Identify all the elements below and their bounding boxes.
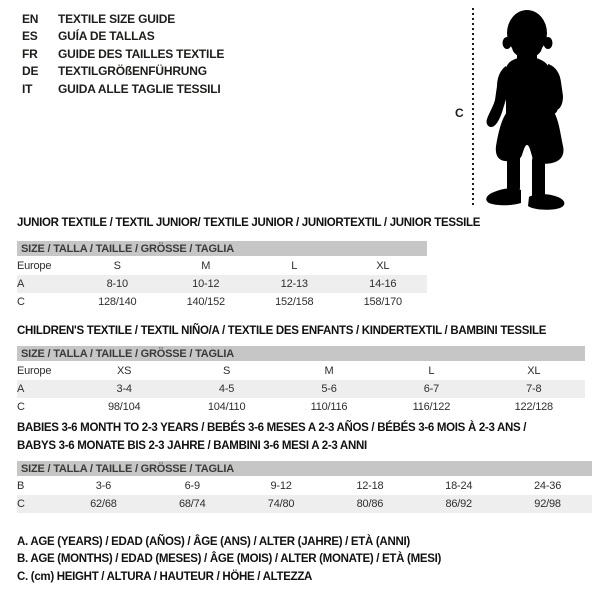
table-row bbox=[17, 293, 427, 311]
language-item-fr bbox=[22, 46, 224, 63]
size-value: 116/122 bbox=[412, 401, 451, 413]
footnotes bbox=[17, 534, 441, 586]
language-item-en bbox=[22, 11, 224, 28]
language-title: GUIDE DES TAILLES TEXTILE bbox=[58, 46, 225, 61]
table-title-junior bbox=[17, 215, 480, 233]
torso bbox=[506, 57, 552, 118]
size-header-row bbox=[17, 346, 585, 362]
size-value: 9-12 bbox=[270, 480, 292, 492]
toddler-silhouette bbox=[470, 0, 600, 215]
size-value: 8-10 bbox=[73, 275, 162, 293]
size-value: 158/170 bbox=[363, 296, 402, 308]
row-label: C bbox=[17, 296, 25, 308]
language-item-it bbox=[22, 81, 224, 98]
row-label: B bbox=[17, 480, 25, 492]
table-row bbox=[17, 275, 427, 293]
size-header-bar: SIZE / TALLA / TAILLE / GRÖSSE / TAGLIA bbox=[17, 461, 592, 477]
size-table-junior bbox=[17, 241, 427, 311]
size-value: S bbox=[223, 365, 231, 377]
size-header-bar: SIZE / TALLA / TAILLE / GRÖSSE / TAGLIA bbox=[17, 346, 585, 362]
language-title: TEXTILGRÖßENFÜHRUNG bbox=[58, 64, 207, 79]
size-value: 140/152 bbox=[186, 296, 225, 308]
language-item-de bbox=[22, 63, 224, 80]
size-value: XS bbox=[117, 365, 132, 377]
table-body bbox=[17, 241, 427, 311]
table-body bbox=[17, 346, 585, 416]
height-c-label: C bbox=[455, 106, 464, 120]
row-label: Europe bbox=[17, 260, 52, 272]
language-code: ES bbox=[22, 29, 38, 44]
table-row bbox=[17, 477, 592, 496]
size-value: 110/116 bbox=[310, 401, 348, 413]
row-label: Europe bbox=[17, 365, 52, 377]
size-value: 122/128 bbox=[514, 401, 553, 413]
size-value: 92/98 bbox=[503, 495, 592, 513]
language-title: TEXTILE SIZE GUIDE bbox=[58, 12, 176, 26]
footnote-b: B. AGE (MONTHS) / EDAD (MESES) / ÂGE (MOIS) / ALTER (MONATE) / ETÀ (MESI) bbox=[17, 553, 442, 566]
left-foot bbox=[486, 188, 521, 205]
footnote-a: A. AGE (YEARS) / EDAD (AÑOS) / ÂGE (ANS) / ALTER (JAHRE) / ETÀ (ANNI) bbox=[17, 536, 410, 548]
language-title: GUIDA ALLE TAGLIE TESSILI bbox=[58, 81, 221, 96]
size-value: 10-12 bbox=[162, 275, 251, 293]
toddler-body-shapes bbox=[486, 10, 564, 210]
size-value: 68/74 bbox=[148, 495, 237, 513]
language-code: DE bbox=[22, 64, 39, 79]
row-label: C bbox=[17, 401, 25, 413]
table-title-children bbox=[17, 323, 546, 341]
size-value: 86/92 bbox=[414, 495, 503, 513]
size-value: M bbox=[324, 365, 334, 377]
size-value: 5-6 bbox=[278, 380, 380, 398]
size-value: 24-36 bbox=[534, 480, 562, 492]
size-value: 7-8 bbox=[483, 380, 585, 398]
size-value: 14-16 bbox=[339, 275, 428, 293]
size-value: M bbox=[201, 260, 211, 272]
right-hand bbox=[548, 100, 558, 114]
row-label: A bbox=[17, 380, 73, 398]
language-code: EN bbox=[22, 12, 39, 26]
table-title-line: BABYS 3-6 MONATE BIS 2-3 JAHRE / BAMBINI 3-6 MESI A 2-3 ANNI bbox=[17, 439, 367, 452]
table-row bbox=[17, 257, 427, 276]
size-value: S bbox=[113, 260, 121, 272]
size-value: 152/158 bbox=[275, 296, 314, 308]
size-value: 128/140 bbox=[98, 296, 137, 308]
table-title-line: JUNIOR TEXTILE / TEXTIL JUNIOR/ TEXTILE JUNIOR / JUNIORTEXTIL / JUNIOR TESSILE bbox=[17, 217, 481, 229]
right-foot bbox=[528, 194, 564, 210]
table-body bbox=[17, 461, 592, 513]
size-header-bar: SIZE / TALLA / TAILLE / GRÖSSE / TAGLIA bbox=[17, 241, 427, 257]
size-value: L bbox=[291, 260, 298, 272]
table-row bbox=[17, 495, 592, 513]
size-table-children bbox=[17, 346, 585, 416]
table-title-line: BABIES 3-6 MONTH TO 2-3 YEARS / BEBÉS 3-6 MESES A 2-3 AÑOS / BÉBÉS 3-6 MOIS À 2-3 ANS / bbox=[17, 422, 527, 434]
size-value: 4-5 bbox=[175, 380, 277, 398]
language-code: IT bbox=[22, 81, 33, 96]
size-value: L bbox=[428, 365, 435, 377]
size-value: 62/68 bbox=[59, 495, 148, 513]
size-value: 3-4 bbox=[73, 380, 175, 398]
row-label: C bbox=[17, 495, 59, 513]
size-value: 6-7 bbox=[380, 380, 482, 398]
size-value: 104/110 bbox=[207, 401, 246, 413]
size-value: 80/86 bbox=[325, 495, 414, 513]
size-header-row bbox=[17, 461, 592, 477]
figure-zone bbox=[440, 0, 600, 215]
size-value: 12-18 bbox=[356, 480, 384, 492]
size-value: 3-6 bbox=[95, 480, 112, 492]
size-value: 98/104 bbox=[107, 401, 141, 413]
footnote-c: C. (cm) HEIGHT / ALTURA / HAUTEUR / HÖHE / ALTEZZA bbox=[17, 570, 313, 583]
table-title-line: CHILDREN'S TEXTILE / TEXTIL NIÑO/A / TEXTILE DES ENFANTS / KINDERTEXTIL / BAMBINI TESSILE bbox=[17, 325, 547, 337]
table-row bbox=[17, 398, 585, 416]
table-row bbox=[17, 362, 585, 381]
language-code: FR bbox=[22, 46, 38, 61]
size-value: 6-9 bbox=[184, 480, 200, 492]
size-value: 74/80 bbox=[237, 495, 326, 513]
language-title-list bbox=[22, 11, 224, 98]
shorts bbox=[496, 112, 564, 164]
size-header-row bbox=[17, 241, 427, 257]
size-value: 18-24 bbox=[445, 480, 473, 492]
size-value: XL bbox=[376, 260, 390, 272]
table-row bbox=[17, 380, 585, 398]
left-ear bbox=[503, 37, 512, 49]
language-item-es bbox=[22, 28, 224, 45]
table-title-babies bbox=[17, 420, 526, 455]
row-label: A bbox=[17, 275, 73, 293]
size-table-babies bbox=[17, 461, 592, 513]
right-ear bbox=[544, 37, 553, 49]
size-value: XL bbox=[527, 365, 541, 377]
size-value: 12-13 bbox=[250, 275, 339, 293]
language-title: GUÍA DE TALLAS bbox=[58, 29, 155, 44]
left-leg bbox=[507, 150, 520, 193]
